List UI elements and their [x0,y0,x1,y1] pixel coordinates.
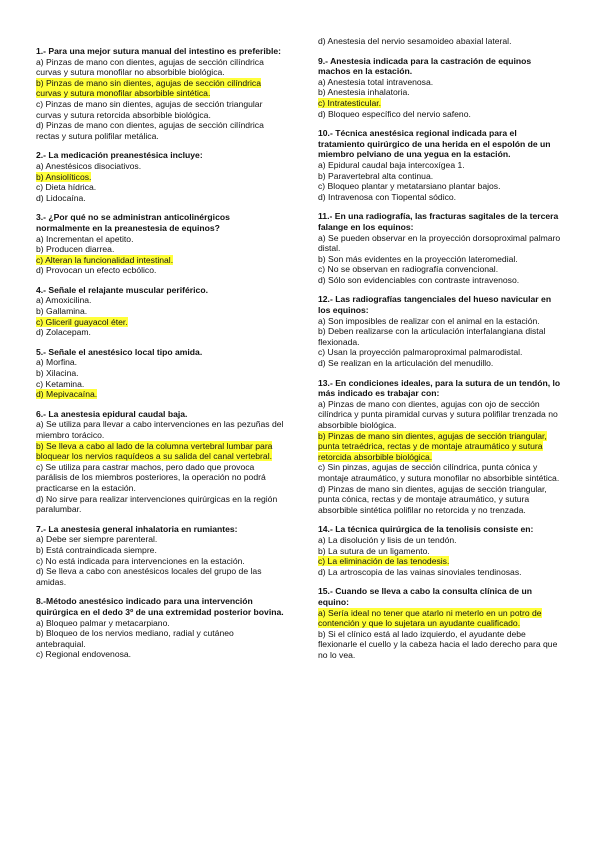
answer-option [318,431,562,463]
highlighted-answer-text: c) Gliceril guayacol éter. [36,316,128,327]
answer-text: b) Paravertebral alta continua. [318,170,434,181]
answer-option [318,462,562,483]
answer-text: a) Anestésicos disociativos. [36,160,142,171]
answer-text: b) Anestesia inhalatoria. [318,87,410,98]
answer-text: c) Usan la proyección palmaroproximal palmarodistal. [318,347,523,358]
answer-text: a) Morfina. [36,357,78,368]
answer-option [318,171,562,182]
question-block [36,596,284,660]
highlighted-answer-text: b) Pinzas de mano sin dientes, agujas de sección triangular, punta tetraédrica, rectas y de montaje atraumático y sutura retorcida absorbible biológica. [318,430,547,462]
highlighted-answer-text: b) Ansiolíticos. [36,171,92,182]
answer-option [318,535,562,546]
answer-text: c) No está indicada para intervenciones en la estación. [36,555,245,566]
answer-text: d) Provocan un efecto ecbólico. [36,265,157,276]
question-title: 3.- ¿Por qué no se administran anticolinérgicos normalmente en la preanestesia de equinos? [36,212,230,233]
answer-text: d) Zolacepam. [36,327,91,338]
answer-text: a) Se utiliza para llevar a cabo intervenciones en las pezuñas del miembro torácico. [36,419,284,440]
answer-option [36,244,284,255]
answer-option [36,368,284,379]
answer-text: c) Dieta hídrica. [36,182,97,193]
highlighted-answer-text: c) Alteran la funcionalidad intestinal. [36,254,174,265]
answer-option [36,389,284,400]
answer-text: a) Incrementan el apetito. [36,233,134,244]
answer-option [36,182,284,193]
answer-text: c) Se utiliza para castrar machos, pero dado que provoca parálisis de los miembros posteriores, la operación no podrá practicarse en la estación. [36,461,266,493]
highlighted-answer-text: b) Se lleva a cabo al lado de la columna vertebral lumbar para bloquear los nervios raquídeos a su salida del canal vertebral. [36,440,273,462]
answer-option [36,120,284,141]
answer-text: b) Bloqueo de los nervios mediano, radial y cutáneo antebraquial. [36,628,234,649]
answer-option [36,566,284,587]
answer-option [36,234,284,245]
answer-option [318,275,562,286]
question-title: 1.- Para una mejor sutura manual del intestino es preferible: [36,46,281,56]
question-title: 14.- La técnica quirúrgica de la tenolisis consiste en: [318,524,534,535]
answer-option [36,161,284,172]
question-title: 13.- En condiciones ideales, para la sutura de un tendón, lo más indicado es trabajar con: [318,377,561,399]
answer-option [318,233,562,254]
answer-option [36,441,284,462]
answer-text: a) Se pueden observar en la proyección dorsoproximal palmaro distal. [318,232,561,254]
answer-option [36,556,284,567]
answer-option [318,326,562,347]
question-title: 6.- La anestesia epidural caudal baja. [36,408,188,419]
answer-text: d) Pinzas de mano con dientes, agujas de sección cilíndrica rectas y sutura polifilar metálica. [36,120,264,141]
highlighted-answer-text: c) La eliminación de las tenodesis. [318,556,450,567]
question-block [36,347,284,400]
answer-option [318,484,562,516]
answer-option [36,545,284,556]
answer-text: a) Pinzas de mano con dientes, agujas de sección cilíndrica curvas y sutura monofilar no absorbible biológica. [36,56,264,78]
answer-option [318,399,562,431]
highlighted-answer-text: d) Mepivacaína. [36,389,98,400]
answer-text: d) La artroscopia de las vainas sinoviales tendinosas. [318,566,522,577]
question-title: 10.- Técnica anestésica regional indicada para el tratamiento quirúrgico de una herida en el espolón de un miembro pelviano de una yegua en la estación. [318,128,551,160]
highlighted-answer-text: a) Sería ideal no tener que atarlo ni meterlo en un potro de contención y que lo sujetara un ayudante cualificado. [318,607,542,629]
left-column [36,46,284,669]
answer-option [318,36,562,47]
answer-option [36,317,284,328]
question-block [318,524,562,577]
question-block [36,524,284,588]
answer-text: d) No sirve para realizar intervenciones quirúrgicas en la región paralumbar. [36,493,278,515]
answer-option [36,99,284,120]
answer-option [318,254,562,265]
answer-text: b) Está contraindicada siempre. [36,544,157,555]
answer-text: d) Se lleva a cabo con anestésicos locales del grupo de las amidas. [36,566,262,587]
answer-option [36,628,284,649]
question-block [36,409,284,515]
answer-option [318,316,562,327]
answer-option [36,78,284,99]
answer-text: b) Son más evidentes en la proyección lateromedial. [318,253,518,264]
answer-text: b) Si el clínico está al lado izquierdo, el ayudante debe flexionarle el cuello y la cabeza hacia el lado derecho para que no lo vea. [318,628,558,660]
answer-text: b) La sutura de un ligamento. [318,545,430,556]
answer-option [36,462,284,494]
answer-text: a) Epidural caudal baja intercoxígea 1. [318,159,465,170]
question-block [36,212,284,276]
answer-option [36,172,284,183]
answer-text: d) Lidocaína. [36,192,86,203]
answer-text: b) Xilacina. [36,368,79,379]
answer-option [318,567,562,578]
answer-text: a) Bloqueo palmar y metacarpiano. [36,617,170,628]
answer-text: c) Regional endovenosa. [36,649,132,660]
question-block [318,128,562,202]
answer-text: c) Ketamina. [36,378,85,389]
answer-text: a) Debe ser siempre parenteral. [36,534,158,545]
answer-option [318,546,562,557]
question-title: 4.- Señale el relajante muscular periférico. [36,284,208,295]
answer-option [36,649,284,660]
answer-text: d) Anestesia del nervio sesamoideo abaxial lateral. [318,36,512,46]
answer-option [318,77,562,88]
question-block [318,211,562,285]
answer-text: d) Pinzas de mano sin dientes, agujas de sección triangular, punta cónica, rectas y de montaje atraumático, y sutura absorbible sintética polifilar no retorcida y no trenzada. [318,483,547,515]
question-title: 2.- La medicación preanestésica incluye: [36,150,203,161]
highlighted-answer-text: b) Pinzas de mano sin dientes, agujas de sección cilíndrica curvas y sutura monofilar absorbible sintética. [36,77,261,99]
right-column [318,36,562,669]
answer-text: c) Bloqueo plantar y metatarsiano plantar bajos. [318,181,501,192]
answer-option [318,181,562,192]
answer-text: a) Pinzas de mano con dientes, agujas con ojo de sección cilíndrica y punta piramidal curvas y sutura polifilar trenzada no absorbible biológica. [318,398,558,430]
answer-text: b) Producen diarrea. [36,244,115,255]
answer-text: c) Sin pinzas, agujas de sección cilíndrica, punta cónica y montaje atraumático, y sutura monofilar no absorbible sintética. [318,462,560,483]
answer-text: b) Gallamina. [36,306,88,317]
answer-option [318,192,562,203]
answer-text: d) Sólo son evidenciables con contraste intravenoso. [318,274,520,285]
answer-option [318,358,562,369]
answer-option [318,109,562,120]
answer-option [36,379,284,390]
answer-option [318,98,562,109]
answer-option [36,193,284,204]
answer-option [36,494,284,515]
answer-text: d) Intravenosa con Tiopental sódico. [318,191,457,202]
answer-option [36,357,284,368]
answer-text: d) Se realizan en la articulación del menudillo. [318,358,494,369]
answer-option [36,534,284,545]
answer-option [36,265,284,276]
answer-text: a) Amoxicilina. [36,295,92,306]
question-title: 5.- Señale el anestésico local tipo amida. [36,346,203,357]
answer-text: c) No se observan en radiografía convencional. [318,264,499,275]
answer-text: a) Son imposibles de realizar con el animal en la estación. [318,315,540,326]
answer-option [36,306,284,317]
question-block [36,285,284,338]
question-title: 9.- Anestesia indicada para la castración de equinos machos en la estación. [318,55,532,77]
question-title: 15.- Cuando se lleva a cabo la consulta clínica de un equino: [318,586,532,607]
question-block [36,150,284,203]
answer-text: a) La disolución y lisis de un tendón. [318,534,457,545]
answer-option [318,264,562,275]
answer-option [36,419,284,440]
question-title: 7.- La anestesia general inhalatoria en rumiantes: [36,523,238,534]
question-title: 8.-Método anestésico indicado para una intervención quirúrgica en el dedo 3º de una extremidad posterior bovina. [36,596,284,617]
answer-option [36,255,284,266]
question-block [318,378,562,516]
answer-option [36,57,284,78]
answer-option [318,556,562,567]
question-block [318,56,562,120]
question-block [318,294,562,368]
question-title: 11.- En una radiografía, las fracturas sagitales de la tercera falange en los equinos: [318,211,559,232]
answer-text: b) Deben realizarse con la articulación interfalangiana distal flexionada. [318,326,546,347]
answer-option [36,618,284,629]
question-block [318,586,562,660]
answer-option [318,160,562,171]
question-block [36,46,284,141]
answer-option [36,295,284,306]
answer-option [318,87,562,98]
answer-option [318,608,562,629]
question-title: 12.- Las radiografías tangenciales del hueso navicular en los equinos: [318,294,552,316]
highlighted-answer-text: c) Intratesticular. [318,97,382,108]
answer-text: c) Pinzas de mano sin dientes, agujas de sección triangular curvas y sutura retorcida absorbible biológica. [36,98,263,120]
answer-option [36,327,284,338]
answer-option [318,347,562,358]
question-block [318,36,562,47]
answer-text: a) Anestesia total intravenosa. [318,76,434,87]
answer-text: d) Bloqueo específico del nervio safeno. [318,108,471,119]
answer-option [318,629,562,661]
